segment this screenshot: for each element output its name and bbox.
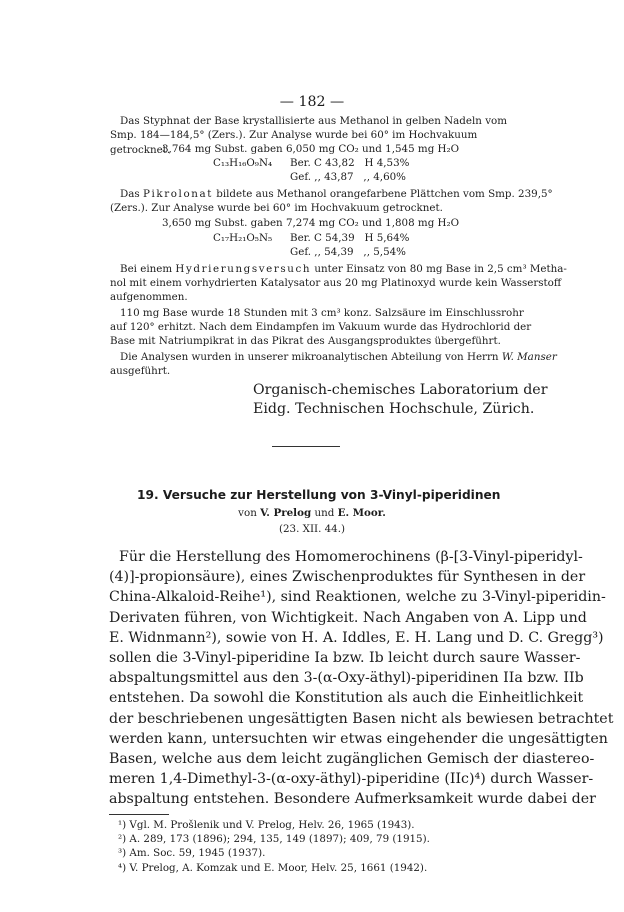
- hydrierung-line-2: nol mit einem vorhydrierten Katalysator aus 20 mg Platinoxyd wurde kein Wasserstoff: [110, 277, 562, 289]
- article-body: [109, 547, 614, 810]
- body-line: China-Alkaloid-Reihe¹), sind Reaktionen, welche zu 3-Vinyl-piperidin-: [109, 589, 606, 606]
- authors-and: und: [314, 507, 335, 519]
- hydrierung-text: unter Einsatz von 80 mg Base in 2,5 cm³ Metha-: [314, 263, 567, 275]
- salzsaeure-line-2: auf 120° erhitzt. Nach dem Eindampfen im Vakuum wurde das Hydrochlorid der: [110, 321, 532, 333]
- styphnat-line-1: Das Styphnat der Base krystallisierte aus Methanol in gelben Nadeln vom: [120, 115, 507, 127]
- body-line: meren 1,4-Dimethyl-3-(α-oxy-äthyl)-piperidine (IIc)⁴) durch Wasser-: [109, 771, 594, 788]
- body-line: E. Widnmann²), sowie von H. A. Iddles, E. H. Lang und D. C. Gregg³): [109, 629, 604, 646]
- body-line: abspaltungsmittel aus den 3-(α-Oxy-äthyl)-piperidinen IIa bzw. IIb: [109, 670, 584, 687]
- analysen-line-2: ausgeführt.: [110, 365, 171, 377]
- author-prelog: V. Prelog: [260, 507, 312, 519]
- body-line: der beschriebenen ungesättigten Basen nicht als bewiesen betrachtet: [109, 710, 614, 727]
- affiliation-line-1: Organisch-chemisches Laboratorium der: [253, 382, 548, 398]
- pikrolonat-prefix: Das: [120, 188, 140, 200]
- analysen-person: W. Manser: [501, 351, 557, 363]
- footnotes: [118, 818, 538, 875]
- footnote-rule: [109, 814, 169, 815]
- pikrolonat-calculated: Ber. C 54,39 H 5,64%: [290, 232, 410, 244]
- body-line: Derivaten führen, von Wichtigkeit. Nach Angaben von A. Lipp und: [109, 609, 587, 626]
- footnote: ³) Am. Soc. 59, 1945 (1937).: [118, 847, 266, 860]
- salzsaeure-line-1: 110 mg Base wurde 18 Stunden mit 3 cm³ konz. Salzsäure im Einschlussrohr: [120, 307, 524, 319]
- body-line: (4)]-propionsäure), eines Zwischenproduktes für Synthesen in der: [109, 569, 586, 586]
- page-number: — 182 —: [279, 94, 345, 110]
- author-moor: E. Moor.: [337, 507, 386, 519]
- analysen-line-1: [120, 350, 557, 364]
- body-line: Für die Herstellung des Homomerochinens (β-[3-Vinyl-piperidyl-: [119, 549, 583, 565]
- body-line: sollen die 3-Vinyl-piperidine Ia bzw. Ib leicht durch saure Wasser-: [109, 650, 581, 667]
- pikrolonat-analysis-1: 3,650 mg Subst. gaben 7,274 mg CO₂ und 1,808 mg H₂O: [162, 217, 460, 229]
- article-authors: [0, 506, 624, 520]
- body-line: abspaltung entstehen. Besondere Aufmerksamkeit wurde dabei der: [109, 791, 596, 808]
- analysen-text: Die Analysen wurden in unserer mikroanalytischen Abteilung von Herrn: [120, 351, 499, 363]
- pikrolonat-found: Gef. ,, 54,39 ,, 5,54%: [290, 246, 406, 258]
- salzsaeure-line-3: Base mit Natriumpikrat in das Pikrat des Ausgangsproduktes übergeführt.: [110, 335, 501, 347]
- pikrolonat-line-1: [120, 187, 553, 201]
- affiliation-line-2: Eidg. Technischen Hochschule, Zürich.: [253, 401, 535, 417]
- hydrierung-line-1: [120, 262, 567, 276]
- pikrolonat-text: bildete aus Methanol orangefarbene Plättchen vom Smp. 239,5°: [216, 188, 553, 200]
- styphnat-calculated: Ber. C 43,82 H 4,53%: [290, 157, 410, 169]
- pikrolonat-term: Pikrolonat: [142, 188, 213, 200]
- hydrierung-prefix: Bei einem: [120, 263, 173, 275]
- article-title: 19. Versuche zur Herstellung von 3-Vinyl-piperidinen: [137, 488, 501, 502]
- body-line: werden kann, untersuchten wir etwas eingehender die ungesättigten: [109, 730, 608, 747]
- pikrolonat-line-2: (Zers.). Zur Analyse wurde bei 60° im Hochvakuum getrocknet.: [110, 202, 443, 214]
- section-divider: [272, 446, 340, 447]
- article-date: (23. XII. 44.): [278, 523, 346, 535]
- styphnat-line-2: Smp. 184—184,5° (Zers.). Zur Analyse wurde bei 60° im Hochvakuum getrocknet.: [110, 129, 478, 156]
- body-line: entstehen. Da sowohl die Konstitution als auch die Einheitlichkeit: [109, 690, 584, 707]
- body-line: Basen, welche aus dem leicht zugänglichen Gemisch der diastereo-: [109, 751, 595, 768]
- pikrolonat-formula: C₁₇H₂₁O₅N₅: [213, 232, 273, 244]
- styphnat-found: Gef. ,, 43,87 ,, 4,60%: [290, 171, 406, 183]
- footnote: ¹) Vgl. M. Prošlenik und V. Prelog, Helv. 26, 1965 (1943).: [118, 819, 415, 831]
- hydrierung-term: Hydrierungsversuch: [175, 263, 312, 275]
- footnote: ⁴) V. Prelog, A. Komzak und E. Moor, Helv. 25, 1661 (1942).: [118, 861, 428, 874]
- hydrierung-line-3: aufgenommen.: [110, 291, 188, 303]
- styphnat-analysis-1: 3,764 mg Subst. gaben 6,050 mg CO₂ und 1,545 mg H₂O: [162, 143, 460, 155]
- authors-prefix: von: [238, 507, 257, 519]
- styphnat-formula: C₁₃H₁₆O₉N₄: [213, 157, 273, 169]
- footnote: ²) A. 289, 173 (1896); 294, 135, 149 (1897); 409, 79 (1915).: [118, 833, 430, 846]
